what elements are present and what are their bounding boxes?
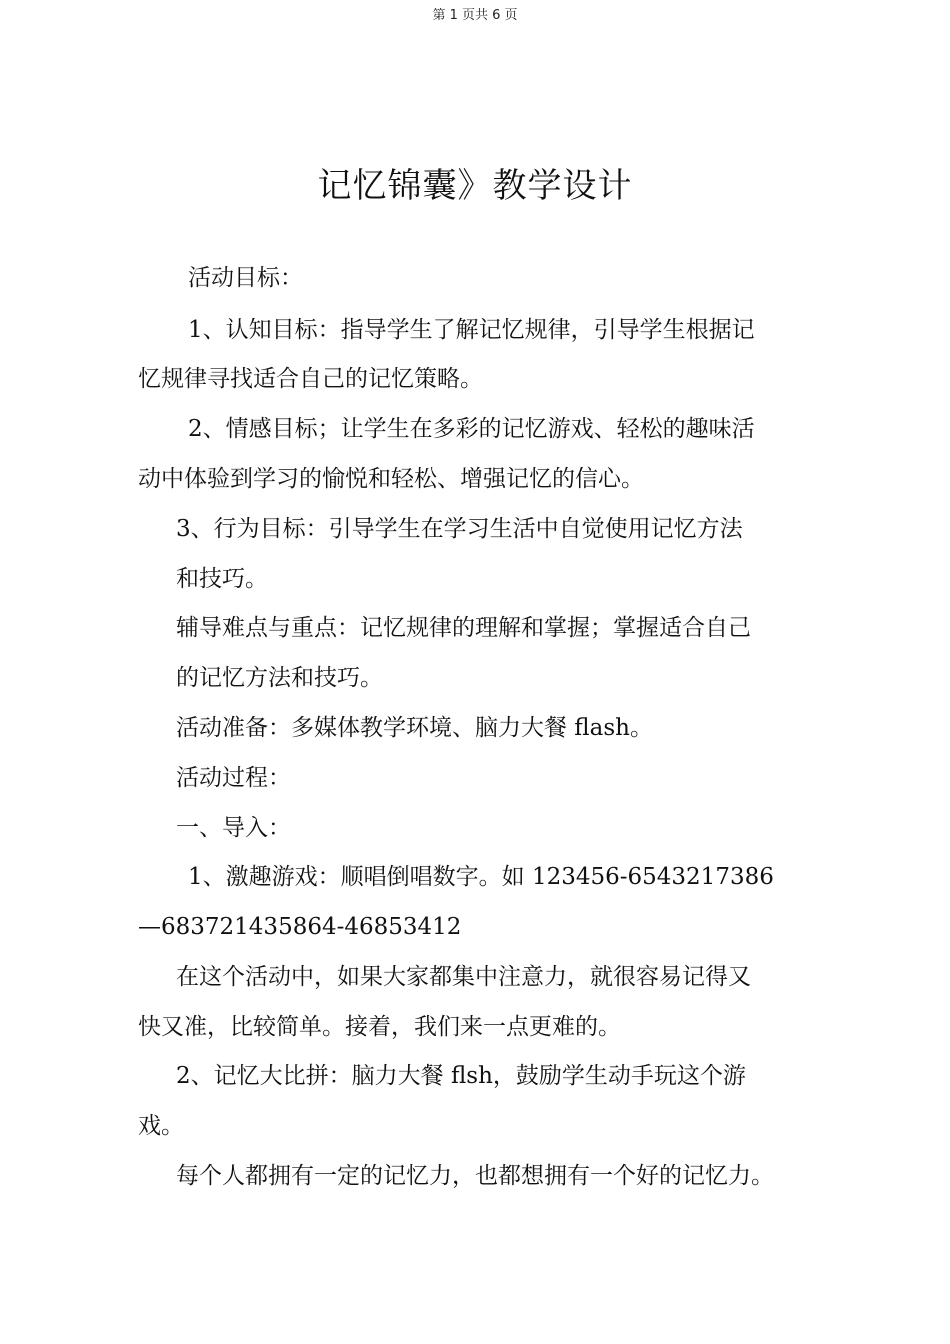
paragraph-line: 忆规律寻找适合自己的记忆策略。 — [138, 366, 483, 392]
paragraph-line: 3、行为目标：引导学生在学习生活中自觉使用记忆方法 — [176, 516, 743, 542]
paragraph-line: 和技巧。 — [176, 566, 268, 592]
paragraph-line: 快又准，比较简单。接着，我们来一点更难的。 — [138, 1014, 621, 1040]
paragraph-line: 1、认知目标：指导学生了解记忆规律，引导学生根据记 — [188, 317, 755, 343]
page-indicator: 第 1 页共 6 页 — [432, 8, 518, 23]
section-heading-process: 活动过程： — [176, 765, 291, 791]
paragraph-line: 2、记忆大比拼：脑力大餐 flsh，鼓励学生动手玩这个游 — [176, 1063, 746, 1089]
section-heading-intro: 一、导入： — [176, 815, 291, 841]
paragraph-line: 辅导难点与重点：记忆规律的理解和掌握；掌握适合自己 — [176, 615, 751, 641]
paragraph-line: 的记忆方法和技巧。 — [176, 665, 383, 691]
paragraph-line: 活动准备：多媒体教学环境、脑力大餐 flash。 — [176, 715, 653, 741]
paragraph-line: 动中体验到学习的愉悦和轻松、增强记忆的信心。 — [138, 466, 644, 492]
paragraph-line: 每个人都拥有一定的记忆力，也都想拥有一个好的记忆力。 — [176, 1163, 774, 1189]
paragraph-line: 戏。 — [138, 1113, 184, 1139]
document-title: 记忆锦囊》教学设计 — [317, 166, 633, 206]
paragraph-line: —683721435864-46853412 — [138, 914, 462, 940]
paragraph-line: 1、激趣游戏：顺唱倒唱数字。如 123456-6543217386 — [188, 864, 774, 890]
paragraph-line: 在这个活动中，如果大家都集中注意力，就很容易记得又 — [176, 964, 751, 990]
paragraph-line: 2、情感目标；让学生在多彩的记忆游戏、轻松的趣味活 — [188, 416, 755, 442]
section-heading-objectives: 活动目标： — [188, 265, 303, 291]
